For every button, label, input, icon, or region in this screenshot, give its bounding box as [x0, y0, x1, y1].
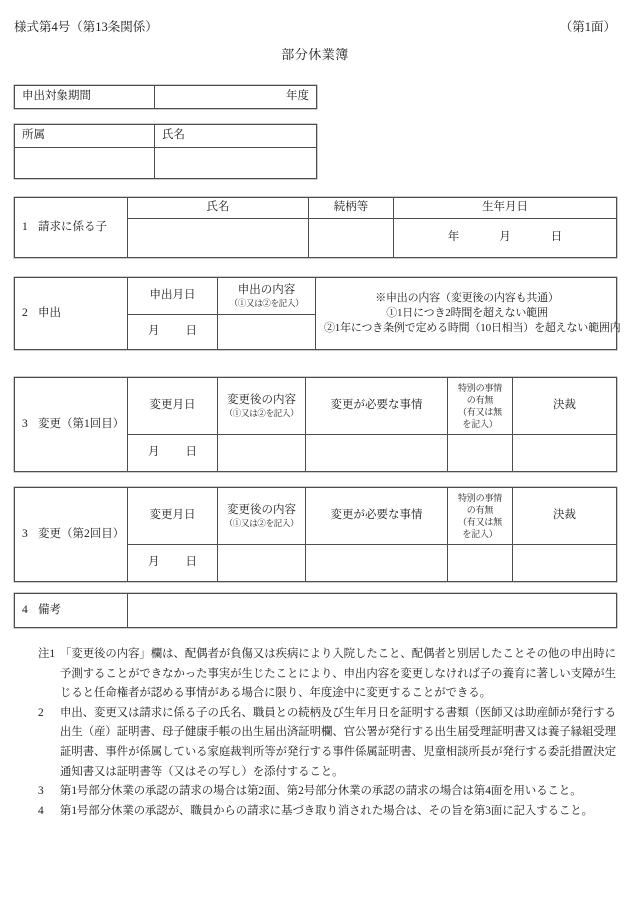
birth-day-label: 日: [550, 231, 563, 244]
apply-table: [14, 277, 621, 350]
change2-special-header-line3: （有又は無: [457, 517, 502, 527]
apply-section-label: [15, 278, 128, 350]
page-face-label: （第1面）: [559, 20, 616, 34]
employee-name-value-cell[interactable]: [155, 148, 317, 179]
page-title: 部分休業簿: [281, 47, 349, 62]
change1-special-header: [448, 378, 513, 435]
change1-reason-header: 変更が必要な事情: [306, 378, 448, 435]
employee-name-label: 氏名: [155, 125, 317, 148]
change2-special-header-line2: の有無: [466, 504, 494, 515]
table-row: [15, 594, 617, 628]
apply-notice-cell: [316, 278, 621, 350]
change1-content-header-note: （①又は②を記入）: [224, 408, 299, 419]
change2-content-header: [218, 488, 306, 545]
change2-date-value-cell[interactable]: [128, 545, 218, 582]
header: [14, 20, 616, 35]
table-row: [15, 148, 317, 179]
note-text: 「変更後の内容」欄は、配偶者が負傷又は疾病により入院したこと、配偶者と別居したことその他の申出時に予測することができなかった事実が生じたことにより、申出内容を変更しなければ子の養育に著しい支障が生じると任命権者が認める事情がある場合に限り、年度途中に変更することができる。: [60, 648, 616, 700]
change1-special-value-cell[interactable]: [448, 435, 513, 472]
change2-content-value-cell[interactable]: [218, 545, 306, 582]
note-item: [14, 782, 616, 802]
apply-section-title: 申出: [38, 306, 61, 319]
note-marker: 2: [38, 706, 44, 719]
change2-content-header-text: 変更後の内容: [227, 503, 296, 516]
change2-section-title: 変更（第2回目）: [38, 527, 125, 540]
apply-content-header-note: （①又は②を記入）: [229, 298, 304, 309]
change2-section-number: 3: [22, 527, 28, 540]
table-row: [15, 198, 617, 219]
change1-special-header-line2: の有無: [466, 394, 494, 405]
apply-content-header-text: 申出の内容: [237, 283, 296, 296]
child-name-header: 氏名: [128, 198, 309, 219]
note-text: 第1号部分休業の承認の請求の場合は第2面、第2号部分休業の承認の請求の場合は第4面を用いること。: [60, 785, 582, 798]
change1-special-header-line3: （有又は無: [457, 407, 502, 417]
change1-content-header: [218, 378, 306, 435]
affiliation-table: [14, 124, 317, 179]
change2-special-header-line4: を記入）: [462, 529, 498, 540]
apply-notice-item-2: ②1年につき条例で定める時間（10日相当）を超えない範囲内: [324, 321, 621, 334]
change1-section-title: 変更（第1回目）: [38, 417, 125, 430]
affiliation-label: 所属: [15, 125, 155, 148]
period-label: 申出対象期間: [15, 86, 155, 109]
change-table-2: [14, 487, 617, 582]
change1-approval-value-cell[interactable]: [513, 435, 617, 472]
change1-section-number: 3: [22, 417, 28, 430]
change1-special-header-line4: を記入）: [462, 419, 498, 430]
change2-date-header: 変更月日: [128, 488, 218, 545]
remarks-section-label: [15, 594, 128, 628]
apply-day-label: 日: [185, 325, 197, 338]
birth-year-label: 年: [447, 231, 460, 244]
change1-content-header-text: 変更後の内容: [227, 393, 296, 406]
change-table-1: [14, 377, 617, 472]
table-row: [15, 86, 317, 109]
apply-content-value-cell[interactable]: [218, 315, 316, 350]
change2-reason-header: 変更が必要な事情: [306, 488, 448, 545]
note-marker: 3: [38, 785, 44, 798]
note-text: 第1号部分休業の承認が、職員からの請求に基づき取り消された場合は、その旨を第3面に記入すること。: [60, 804, 593, 817]
change1-date-value-cell[interactable]: [128, 435, 218, 472]
child-relation-value-cell[interactable]: [309, 219, 394, 258]
birth-month-label: 月: [499, 231, 511, 244]
child-birthdate-value-cell[interactable]: [394, 219, 617, 258]
period-table: [14, 85, 317, 109]
change1-month-label: 月: [148, 446, 160, 459]
change1-content-value-cell[interactable]: [218, 435, 306, 472]
child-section-title: 請求に係る子: [38, 220, 107, 233]
apply-date-header: 申出月日: [128, 278, 218, 315]
remarks-table: [14, 593, 617, 628]
change2-month-label: 月: [148, 556, 160, 569]
table-row: [15, 278, 617, 315]
change2-reason-value-cell[interactable]: [306, 545, 448, 582]
change1-special-header-line1: 特別の事情: [457, 382, 502, 393]
table-row: [15, 488, 617, 545]
note-marker: 注1: [38, 648, 56, 660]
apply-section-number: 2: [22, 306, 28, 319]
child-table: [14, 197, 617, 258]
apply-notice-title: ※申出の内容（変更後の内容も共通）: [375, 292, 559, 305]
form-number: 様式第4号（第13条関係）: [14, 20, 158, 34]
remarks-value-cell[interactable]: [128, 594, 617, 628]
apply-notice-item-1: ①1日につき2時間を超えない範囲: [386, 307, 548, 320]
change1-section-label: [15, 378, 128, 472]
change1-day-label: 日: [185, 446, 197, 459]
apply-month-label: 月: [148, 325, 160, 338]
change1-approval-header: 決裁: [513, 378, 617, 435]
change2-approval-value-cell[interactable]: [513, 545, 617, 582]
change2-section-label: [15, 488, 128, 582]
apply-date-value-cell[interactable]: [128, 315, 218, 350]
period-value-cell[interactable]: 年度: [155, 86, 317, 109]
change1-reason-value-cell[interactable]: [306, 435, 448, 472]
affiliation-value-cell[interactable]: [15, 148, 155, 179]
notes-section: [14, 645, 616, 821]
change2-content-header-note: （①又は②を記入）: [224, 518, 299, 529]
note-item: [14, 704, 616, 782]
apply-content-header: [218, 278, 316, 315]
change2-approval-header: 決裁: [513, 488, 617, 545]
child-name-value-cell[interactable]: [128, 219, 309, 258]
table-row: [15, 125, 317, 148]
change2-special-header-line1: 特別の事情: [457, 492, 502, 503]
table-row: [15, 378, 617, 435]
note-item: [14, 802, 616, 822]
child-section-label: [15, 198, 128, 258]
remarks-section-title: 備考: [38, 603, 61, 616]
child-birthdate-header: 生年月日: [394, 198, 617, 219]
change2-day-label: 日: [185, 556, 197, 569]
remarks-section-number: 4: [22, 603, 28, 616]
change1-date-header: 変更月日: [128, 378, 218, 435]
note-text: 申出、変更又は請求に係る子の氏名、職員との続柄及び生年月日を証明する書類（医師又は助産師が発行する出生（産）証明書、母子健康手帳の出生届出済証明欄、官公署が発行する出生届受理証明書又は養子縁組受理証明書、事件が係属している家庭裁判所等が発行する事件係属証明書、児童相談所長が発行する委託措置決定通知書又は証明書等（又はその写し）を添付すること。: [60, 706, 616, 778]
child-relation-header: 続柄等: [309, 198, 394, 219]
change2-special-value-cell[interactable]: [448, 545, 513, 582]
note-marker: 4: [38, 804, 44, 817]
note-item: [14, 645, 616, 704]
change2-special-header: [448, 488, 513, 545]
child-section-number: 1: [22, 220, 28, 233]
